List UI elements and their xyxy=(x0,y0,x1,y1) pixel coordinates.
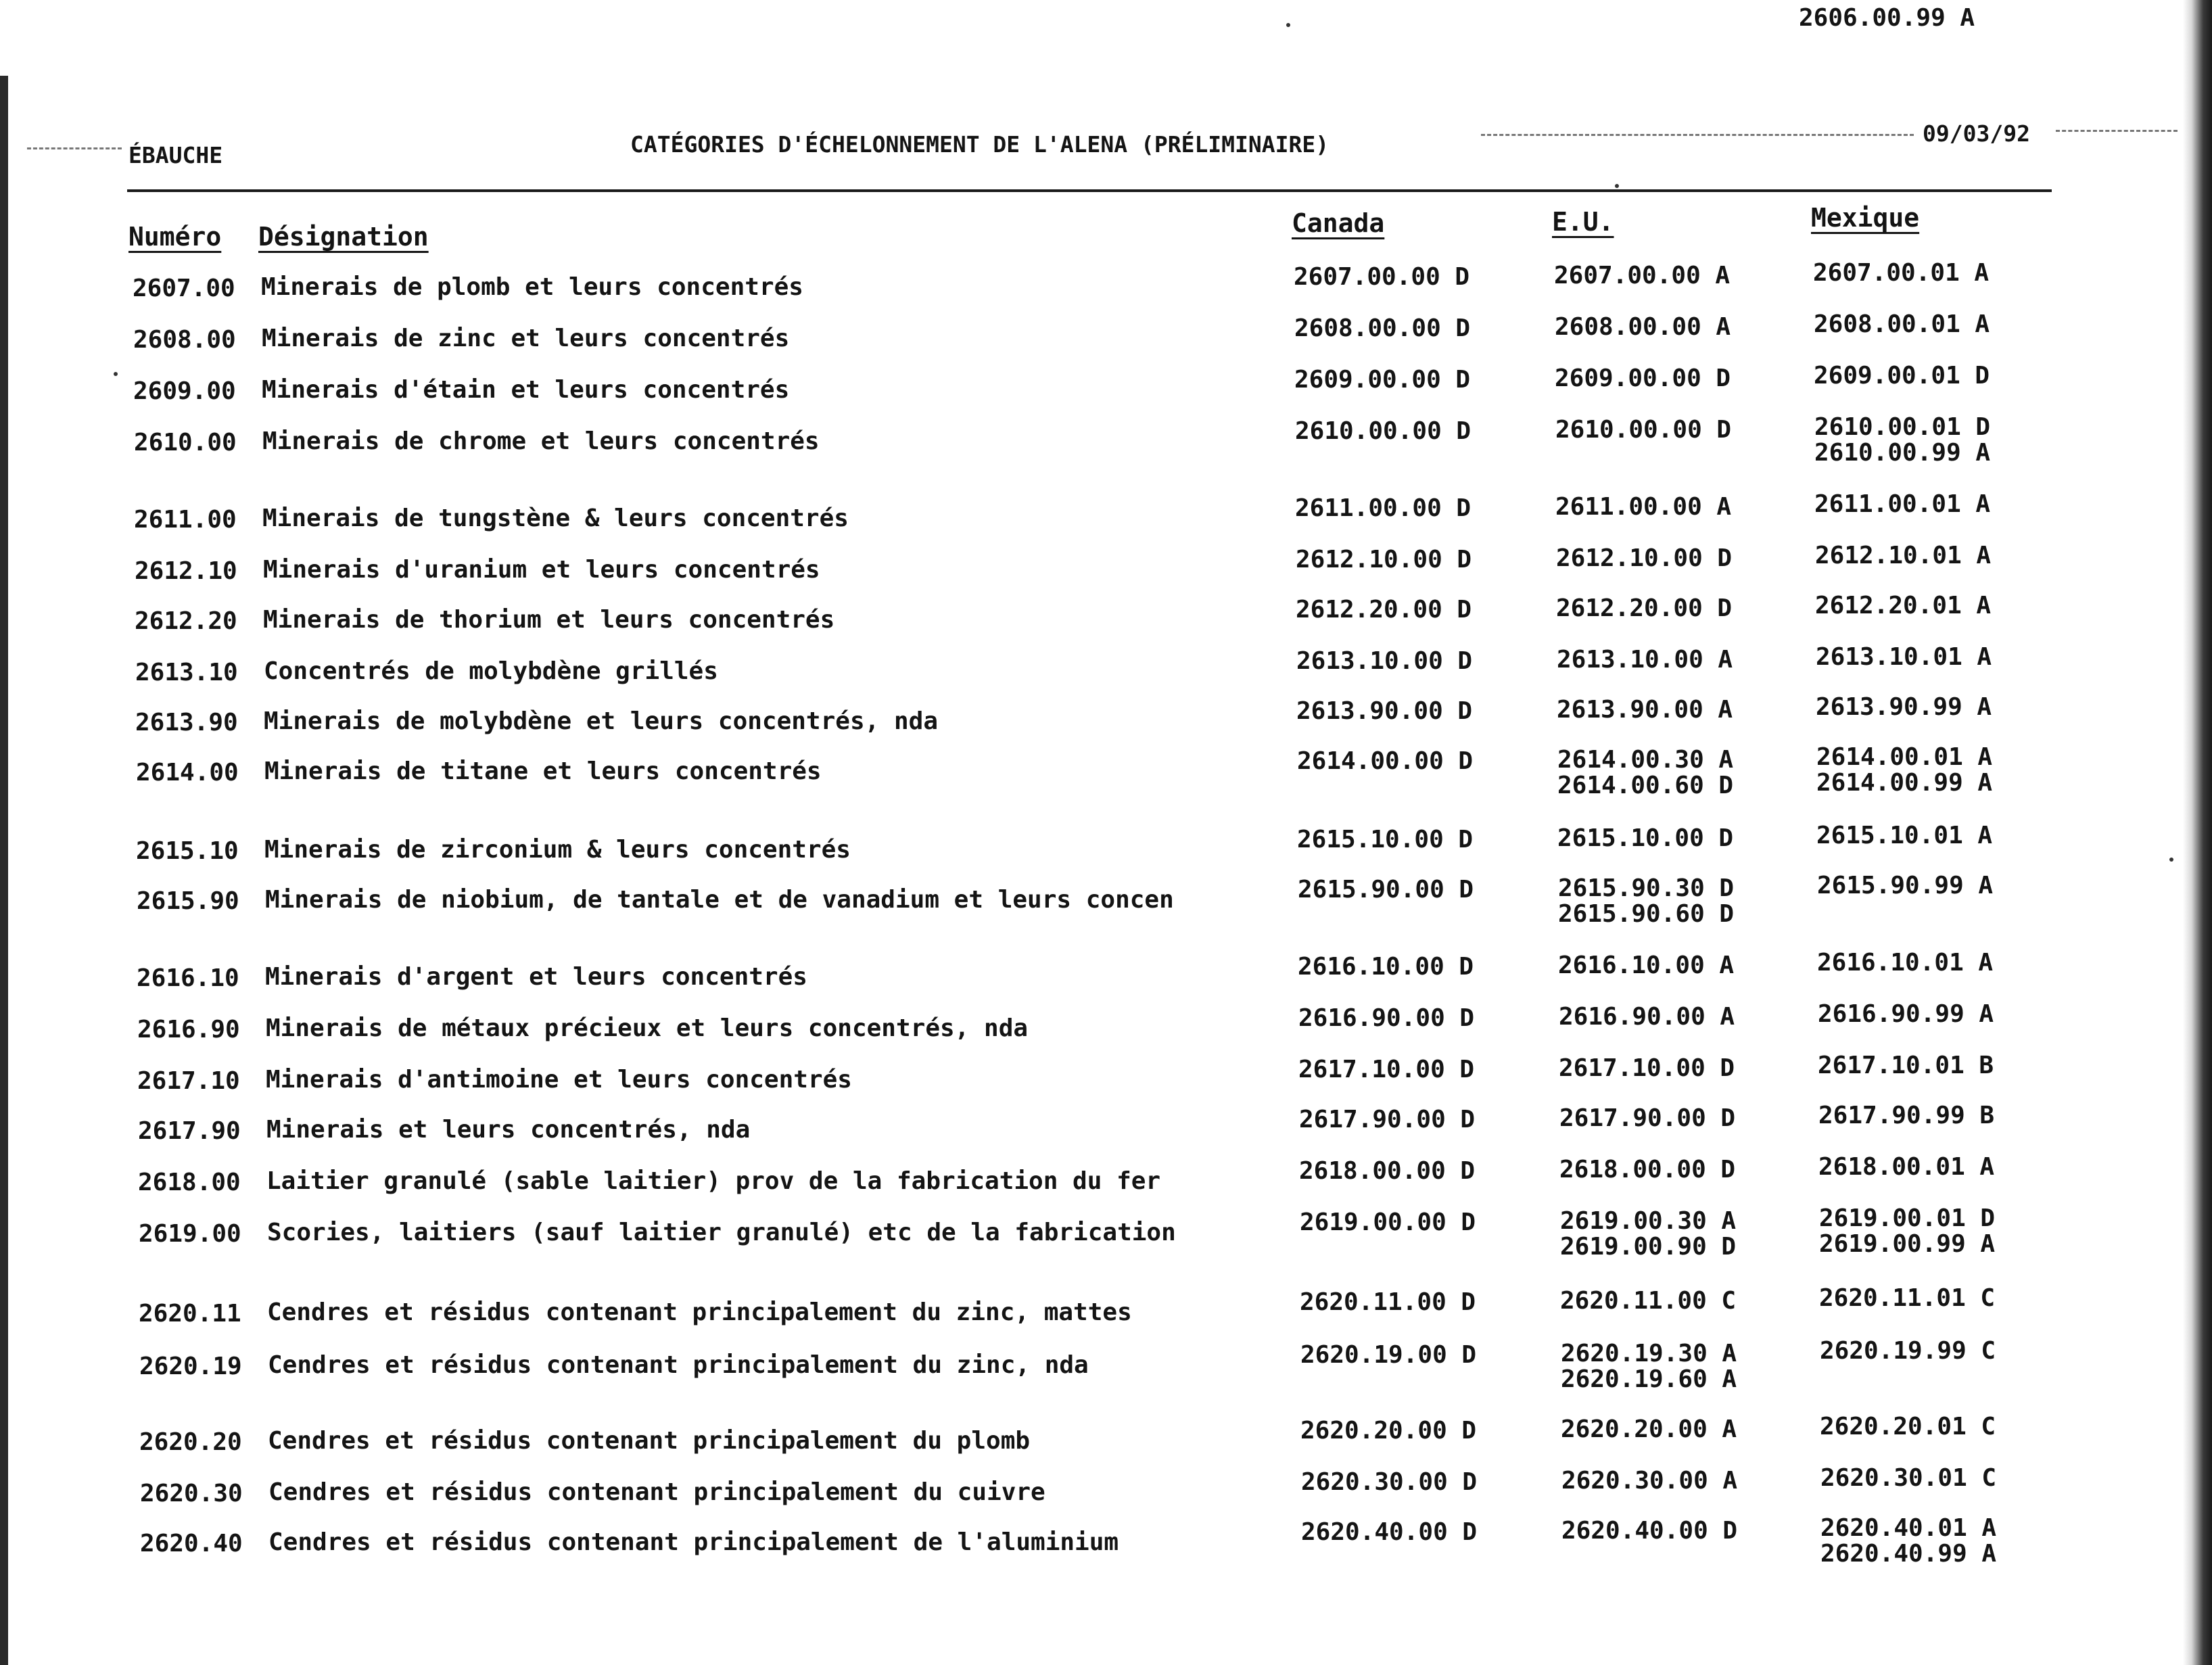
row-number: 2613.90 xyxy=(135,709,238,736)
document-title: CATÉGORIES D'ÉCHELONNEMENT DE L'ALENA (PRÉLIMINAIRE) xyxy=(630,131,1329,158)
eu-code: 2617.10.00 D xyxy=(1559,1054,1735,1082)
scan-speck xyxy=(114,372,118,376)
canada-code: 2619.00.00 D xyxy=(1300,1209,1476,1236)
mexique-code: 2607.00.01 A xyxy=(1813,259,1990,287)
row-designation: Minerais de plomb et leurs concentrés xyxy=(261,273,803,301)
canada-code: 2612.20.00 D xyxy=(1296,596,1472,624)
eu-code: 2620.20.00 A xyxy=(1561,1415,1737,1443)
row-number: 2609.00 xyxy=(133,377,236,405)
draft-label: ÉBAUCHE xyxy=(128,142,223,168)
eu-code: 2612.10.00 D xyxy=(1556,544,1733,572)
mexique-code: 2620.40.01 A xyxy=(1820,1514,1997,1542)
row-number: 2618.00 xyxy=(138,1169,241,1196)
mexique-code: 2619.00.99 A xyxy=(1819,1230,1996,1258)
canada-code: 2617.10.00 D xyxy=(1298,1056,1475,1083)
mexique-code: 2618.00.01 A xyxy=(1818,1153,1995,1181)
column-header-eu: E.U. xyxy=(1552,207,1614,237)
row-designation: Minerais de zirconium & leurs concentrés xyxy=(264,836,851,864)
column-header-designation: Désignation xyxy=(258,222,429,252)
mexique-code: 2615.10.01 A xyxy=(1816,822,1993,849)
row-designation: Minerais de zinc et leurs concentrés xyxy=(262,325,790,352)
mexique-code: 2620.30.01 C xyxy=(1820,1464,1997,1492)
header-dash-left xyxy=(27,147,122,149)
mexique-code: 2610.00.99 A xyxy=(1814,439,1991,467)
row-designation: Minerais de métaux précieux et leurs concentrés, nda xyxy=(266,1014,1029,1042)
canada-code: 2620.30.00 D xyxy=(1301,1468,1478,1496)
eu-code: 2620.19.60 A xyxy=(1561,1365,1737,1393)
mexique-code: 2611.00.01 A xyxy=(1814,490,1991,518)
eu-code: 2615.90.30 D xyxy=(1558,874,1735,902)
eu-code: 2617.90.00 D xyxy=(1559,1104,1736,1132)
eu-code: 2620.40.00 D xyxy=(1561,1517,1738,1545)
mexique-code: 2613.10.01 A xyxy=(1816,643,1992,671)
canada-code: 2618.00.00 D xyxy=(1299,1157,1476,1185)
column-header-canada: Canada xyxy=(1292,208,1385,238)
canada-code: 2614.00.00 D xyxy=(1297,747,1474,775)
eu-code: 2615.90.60 D xyxy=(1558,900,1735,928)
document-date: 09/03/92 xyxy=(1923,120,2030,147)
eu-code: 2620.11.00 C xyxy=(1560,1287,1737,1315)
eu-code: 2620.30.00 A xyxy=(1561,1467,1738,1495)
row-number: 2610.00 xyxy=(134,429,237,456)
mexique-code: 2609.00.01 D xyxy=(1814,362,1990,390)
scan-speck xyxy=(1615,184,1619,188)
row-number: 2617.10 xyxy=(137,1067,240,1095)
row-number: 2616.90 xyxy=(137,1016,240,1043)
canada-code: 2608.00.00 D xyxy=(1294,314,1471,342)
canada-code: 2613.10.00 D xyxy=(1296,647,1473,675)
mexique-code: 2620.40.99 A xyxy=(1820,1540,1997,1568)
row-designation: Minerais d'uranium et leurs concentrés xyxy=(263,556,820,584)
row-designation: Minerais de titane et leurs concentrés xyxy=(264,757,822,785)
row-number: 2612.10 xyxy=(135,557,237,585)
eu-code: 2613.90.00 A xyxy=(1557,696,1733,724)
canada-code: 2613.90.00 D xyxy=(1296,697,1473,725)
canada-code: 2611.00.00 D xyxy=(1295,494,1472,522)
mexique-code: 2610.00.01 D xyxy=(1814,413,1991,441)
row-designation: Cendres et résidus contenant principalement du plomb xyxy=(268,1427,1031,1455)
eu-code: 2616.90.00 A xyxy=(1559,1003,1735,1031)
top-cut-code: 2606.00.99 A xyxy=(1799,4,1975,32)
eu-code: 2609.00.00 D xyxy=(1555,365,1731,392)
row-number: 2612.20 xyxy=(135,607,237,635)
row-number: 2616.10 xyxy=(137,964,239,992)
row-number: 2617.90 xyxy=(138,1117,241,1145)
mexique-code: 2620.20.01 C xyxy=(1820,1413,1996,1440)
row-number: 2615.10 xyxy=(136,837,239,865)
eu-code: 2618.00.00 D xyxy=(1559,1156,1736,1183)
row-designation: Scories, laitiers (sauf laitier granulé) etc de la fabrication xyxy=(267,1219,1176,1246)
canada-code: 2616.10.00 D xyxy=(1298,953,1474,981)
eu-code: 2612.20.00 D xyxy=(1556,594,1733,622)
scan-speck xyxy=(2169,858,2173,862)
mexique-code: 2617.10.01 B xyxy=(1818,1052,1994,1079)
canada-code: 2616.90.00 D xyxy=(1298,1004,1475,1032)
scan-left-edge xyxy=(0,76,8,1665)
mexique-code: 2608.00.01 A xyxy=(1814,310,1990,338)
canada-code: 2620.20.00 D xyxy=(1300,1417,1477,1445)
row-designation: Minerais de tungstène & leurs concentrés xyxy=(262,505,849,532)
row-number: 2614.00 xyxy=(136,759,239,787)
mexique-code: 2615.90.99 A xyxy=(1817,872,1994,899)
scan-speck xyxy=(1286,23,1290,27)
row-designation: Cendres et résidus contenant principalement du zinc, mattes xyxy=(267,1298,1132,1326)
eu-code: 2620.19.30 A xyxy=(1561,1340,1737,1367)
row-designation: Cendres et résidus contenant principalement du zinc, nda xyxy=(268,1351,1089,1379)
eu-code: 2610.00.00 D xyxy=(1555,416,1732,444)
row-number: 2613.10 xyxy=(135,659,238,686)
mexique-code: 2614.00.99 A xyxy=(1816,769,1993,797)
mexique-code: 2619.00.01 D xyxy=(1819,1204,1996,1232)
row-designation: Laitier granulé (sable laitier) prov de la fabrication du fer xyxy=(266,1167,1161,1195)
row-designation: Minerais d'antimoine et leurs concentrés xyxy=(266,1066,852,1094)
eu-code: 2607.00.00 A xyxy=(1554,262,1731,289)
canada-code: 2607.00.00 D xyxy=(1294,263,1470,291)
header-dash-mid xyxy=(1481,134,1914,136)
row-designation: Minerais de niobium, de tantale et de vanadium et leurs concen xyxy=(265,886,1174,914)
canada-code: 2609.00.00 D xyxy=(1294,366,1471,394)
mexique-code: 2614.00.01 A xyxy=(1816,743,1993,771)
row-designation: Minerais de thorium et leurs concentrés xyxy=(263,606,835,634)
row-number: 2615.90 xyxy=(137,887,239,915)
mexique-code: 2612.20.01 A xyxy=(1815,592,1992,619)
eu-code: 2619.00.90 D xyxy=(1560,1233,1737,1261)
scan-right-edge xyxy=(2183,0,2212,1665)
mexique-code: 2612.10.01 A xyxy=(1815,542,1992,569)
row-number: 2611.00 xyxy=(134,506,237,534)
row-designation: Minerais de molybdène et leurs concentrés, nda xyxy=(264,707,938,735)
canada-code: 2612.10.00 D xyxy=(1296,546,1472,573)
mexique-code: 2616.90.99 A xyxy=(1818,1000,1994,1028)
canada-code: 2617.90.00 D xyxy=(1299,1106,1476,1133)
mexique-code: 2617.90.99 B xyxy=(1818,1102,1995,1129)
row-number: 2608.00 xyxy=(133,326,236,354)
eu-code: 2616.10.00 A xyxy=(1558,952,1735,979)
canada-code: 2620.11.00 D xyxy=(1300,1288,1476,1316)
row-designation: Minerais et leurs concentrés, nda xyxy=(266,1116,751,1144)
row-number: 2619.00 xyxy=(139,1220,241,1248)
eu-code: 2608.00.00 A xyxy=(1555,313,1731,341)
column-header-numero: Numéro xyxy=(128,222,222,252)
row-designation: Cendres et résidus contenant principalement du cuivre xyxy=(268,1478,1045,1506)
canada-code: 2610.00.00 D xyxy=(1295,417,1472,445)
eu-code: 2614.00.60 D xyxy=(1557,772,1734,799)
eu-code: 2611.00.00 A xyxy=(1555,493,1732,521)
row-number: 2607.00 xyxy=(133,275,235,302)
eu-code: 2613.10.00 A xyxy=(1557,646,1733,674)
header-rule xyxy=(127,189,2052,192)
row-number: 2620.30 xyxy=(140,1480,243,1507)
canada-code: 2620.19.00 D xyxy=(1300,1341,1477,1369)
canada-code: 2615.10.00 D xyxy=(1297,826,1474,853)
row-designation: Minerais de chrome et leurs concentrés xyxy=(262,427,820,455)
eu-code: 2619.00.30 A xyxy=(1560,1207,1737,1235)
mexique-code: 2616.10.01 A xyxy=(1817,949,1994,977)
canada-code: 2615.90.00 D xyxy=(1298,876,1474,904)
row-designation: Concentrés de molybdène grillés xyxy=(264,657,718,685)
row-number: 2620.40 xyxy=(140,1530,243,1557)
mexique-code: 2613.90.99 A xyxy=(1816,693,1992,721)
row-designation: Minerais d'argent et leurs concentrés xyxy=(265,963,807,991)
eu-code: 2615.10.00 D xyxy=(1557,824,1734,852)
row-designation: Minerais d'étain et leurs concentrés xyxy=(262,376,790,404)
row-number: 2620.20 xyxy=(139,1428,242,1456)
row-number: 2620.11 xyxy=(139,1300,241,1328)
header-dash-right xyxy=(2056,130,2178,132)
canada-code: 2620.40.00 D xyxy=(1301,1518,1478,1546)
eu-code: 2614.00.30 A xyxy=(1557,746,1734,774)
row-number: 2620.19 xyxy=(139,1353,242,1380)
column-header-mexique: Mexique xyxy=(1811,203,1920,233)
mexique-code: 2620.11.01 C xyxy=(1819,1284,1996,1312)
row-designation: Cendres et résidus contenant principalement de l'aluminium xyxy=(268,1528,1119,1556)
mexique-code: 2620.19.99 C xyxy=(1820,1337,1996,1365)
